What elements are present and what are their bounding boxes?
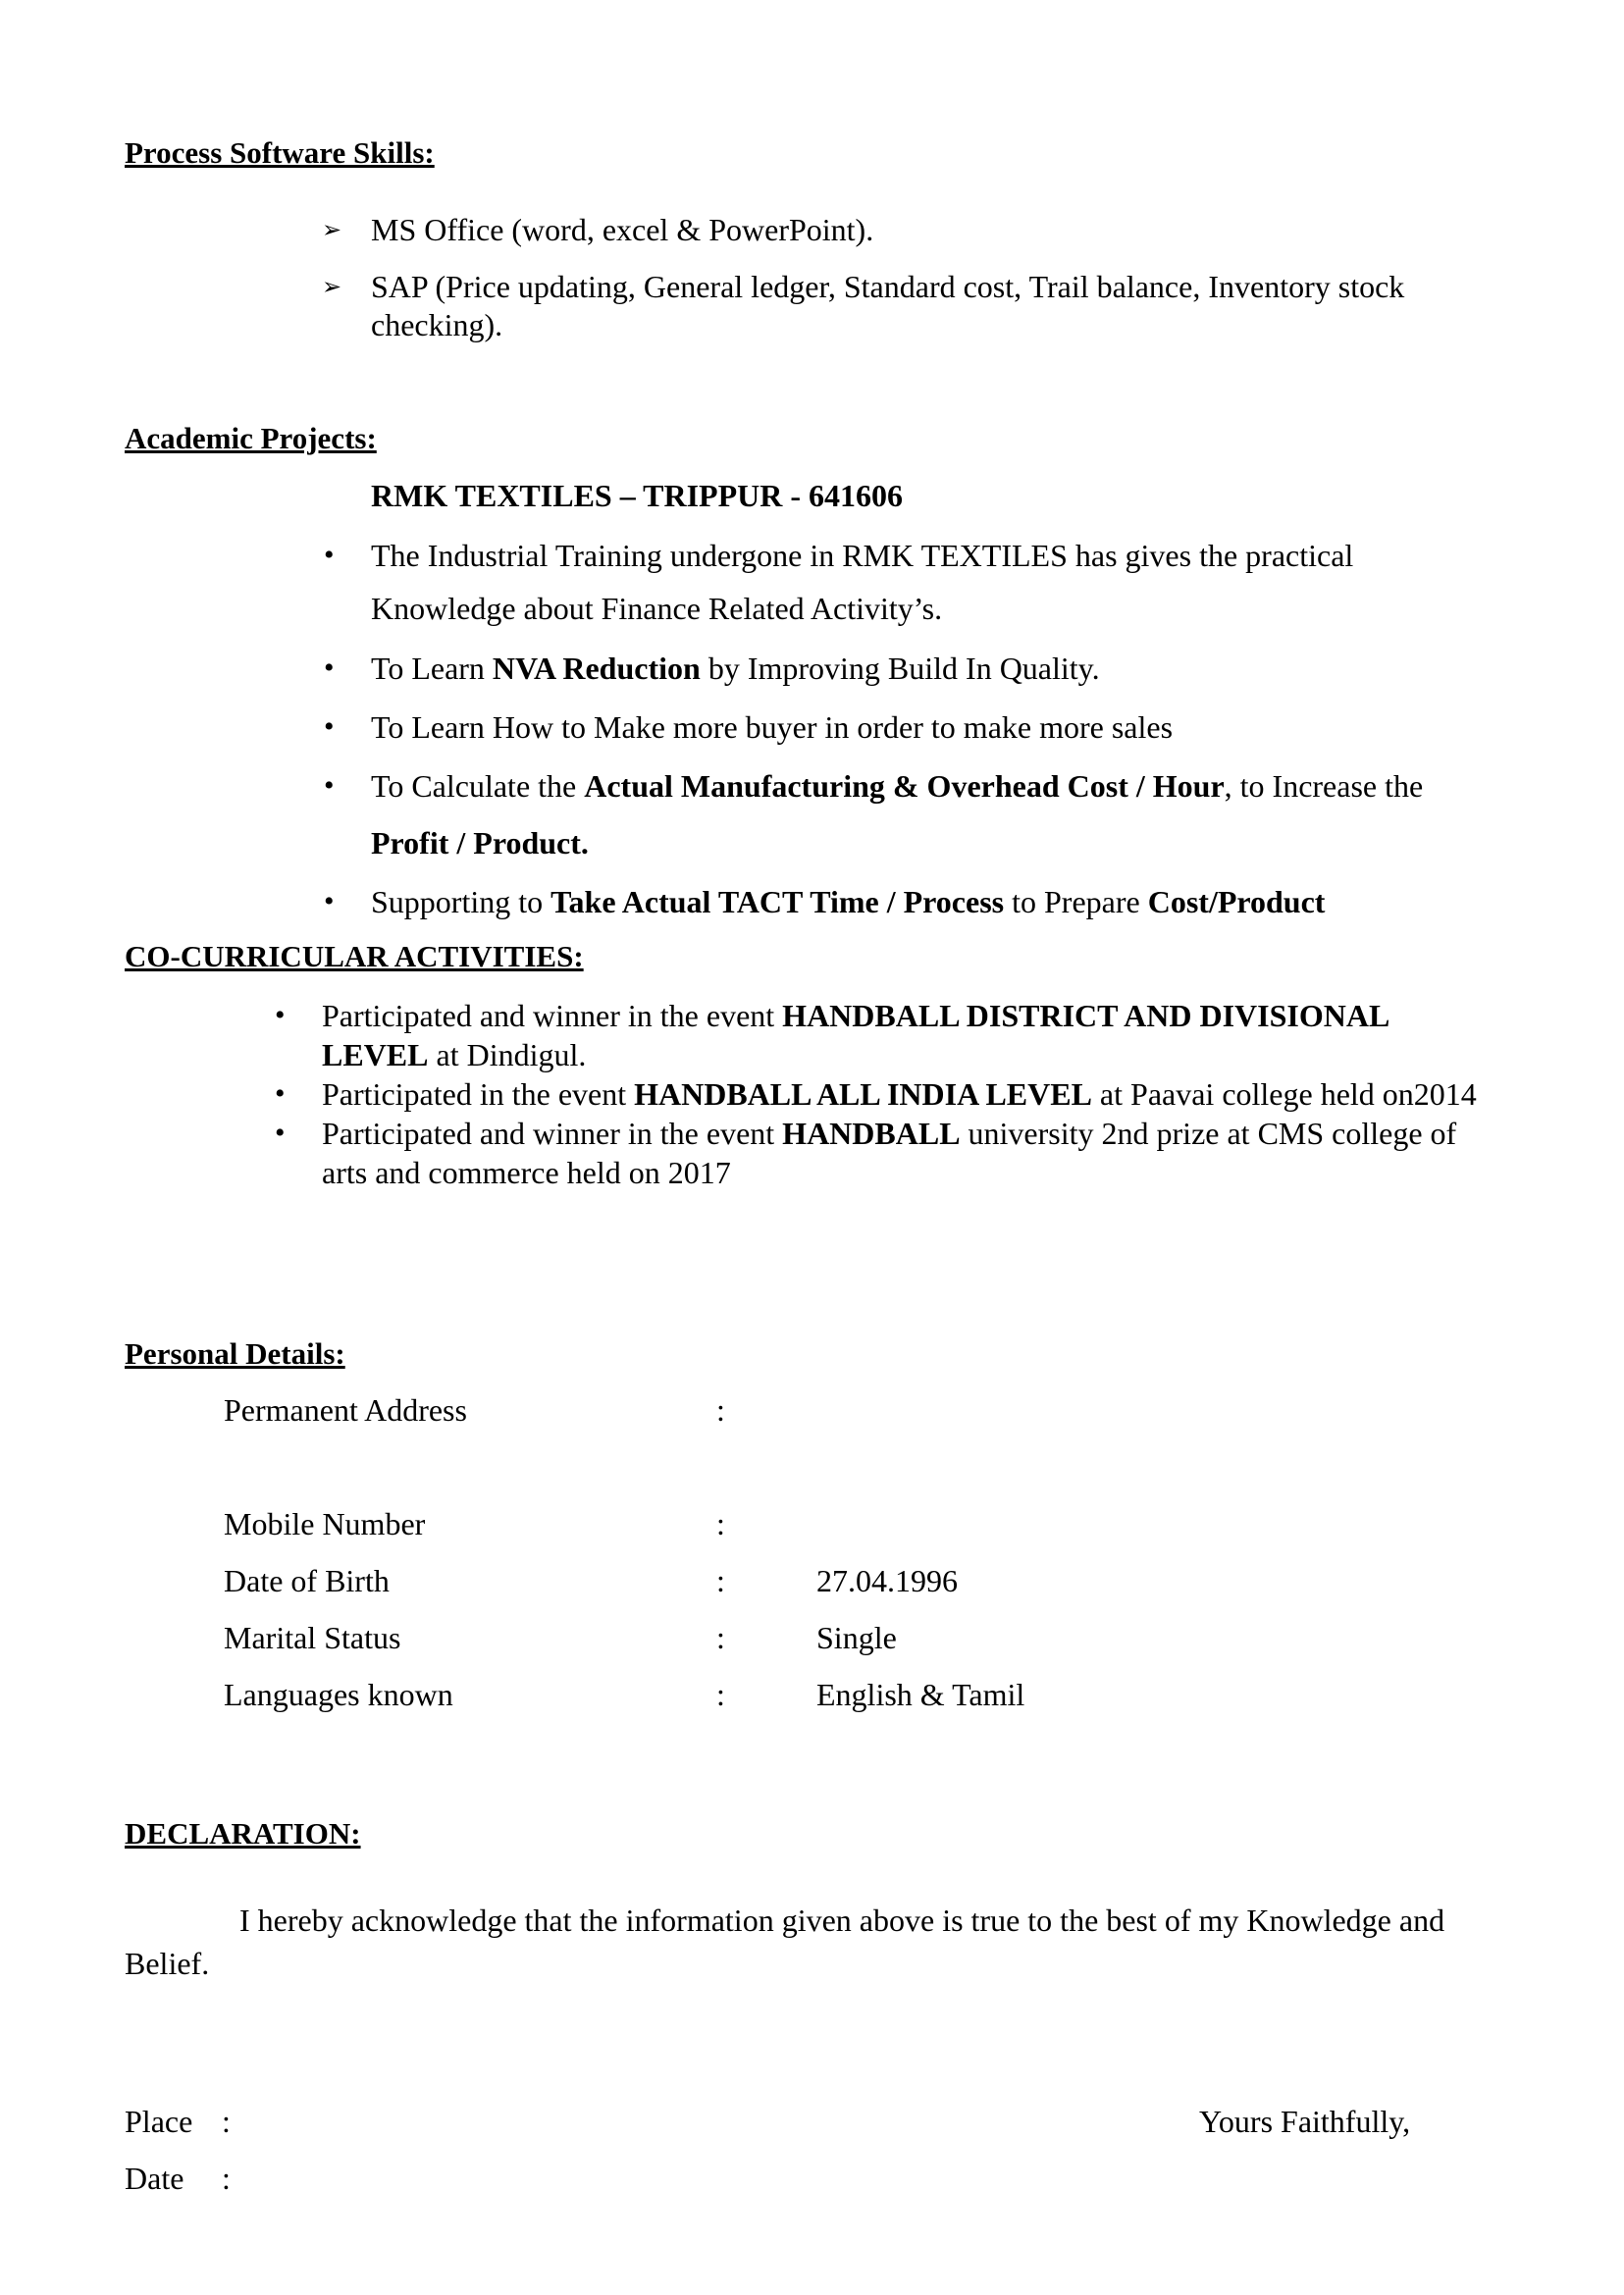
activity-1: Participated and winner in the event HANDBALL DISTRICT AND DIVISIONAL <box>322 998 1390 1033</box>
label-mobile-number: Mobile Number <box>224 1506 426 1541</box>
bullet-icon: • <box>324 539 335 571</box>
activity-3: Participated and winner in the event HANDBALL university 2nd prize at CMS college of <box>322 1116 1457 1151</box>
closing-text: Yours Faithfully, <box>1199 2104 1411 2139</box>
value-date-of-birth: 27.04.1996 <box>816 1563 958 1598</box>
cocurricular-heading: CO-CURRICULAR ACTIVITIES: <box>125 939 584 973</box>
bullet-icon: • <box>324 769 335 802</box>
value-marital-status: Single <box>816 1620 897 1655</box>
software-skills-heading: Process Software Skills: <box>125 135 435 170</box>
activity-3-cont: arts and commerce held on 2017 <box>322 1155 731 1190</box>
activity-2: Participated in the event HANDBALL ALL INDIA LEVEL at Paavai college held on2014 <box>322 1076 1477 1112</box>
project-company: RMK TEXTILES – TRIPPUR - 641606 <box>371 478 903 513</box>
colon: : <box>222 2104 231 2139</box>
bullet-icon: • <box>275 1117 286 1149</box>
bullet-icon: • <box>324 652 335 684</box>
label-marital-status: Marital Status <box>224 1620 401 1655</box>
declaration-text-cont: Belief. <box>125 1946 210 1981</box>
colon: : <box>716 1392 725 1428</box>
project-point-1: The Industrial Training undergone in RMK TEXTILES has gives the practical <box>371 538 1354 573</box>
bullet-icon: • <box>324 885 335 917</box>
place-label: Place <box>125 2104 193 2139</box>
skill-item-sap: SAP (Price updating, General ledger, Standard cost, Trail balance, Inventory stock <box>371 269 1405 304</box>
colon: : <box>716 1563 725 1598</box>
colon: : <box>716 1677 725 1712</box>
project-point-4: To Calculate the Actual Manufacturing & Overhead Cost / Hour, to Increase the <box>371 768 1424 804</box>
project-point-5: Supporting to Take Actual TACT Time / Process to Prepare Cost/Product <box>371 884 1326 919</box>
project-point-3: To Learn How to Make more buyer in order to make more sales <box>371 709 1174 745</box>
bullet-icon: • <box>324 710 335 743</box>
skill-item-sap-cont: checking). <box>371 307 503 342</box>
project-point-1-cont: Knowledge about Finance Related Activity’s. <box>371 591 943 626</box>
personal-details-heading: Personal Details: <box>125 1336 345 1371</box>
bullet-icon: • <box>275 999 286 1031</box>
arrow-bullet-icon: ➢ <box>322 273 342 300</box>
bullet-icon: • <box>275 1077 286 1110</box>
skill-item-ms-office: MS Office (word, excel & PowerPoint). <box>371 212 874 247</box>
declaration-heading: DECLARATION: <box>125 1816 361 1851</box>
date-label: Date <box>125 2161 184 2196</box>
project-point-4-cont: Profit / Product. <box>371 825 589 861</box>
colon: : <box>222 2161 231 2196</box>
activity-1-cont: LEVEL at Dindigul. <box>322 1037 587 1072</box>
colon: : <box>716 1506 725 1541</box>
label-languages-known: Languages known <box>224 1677 453 1712</box>
label-permanent-address: Permanent Address <box>224 1392 467 1428</box>
academic-projects-heading: Academic Projects: <box>125 421 377 455</box>
project-point-2: To Learn NVA Reduction by Improving Build In Quality. <box>371 651 1100 686</box>
declaration-text: I hereby acknowledge that the information given above is true to the best of my Knowledge and <box>239 1903 1445 1938</box>
arrow-bullet-icon: ➢ <box>322 216 342 243</box>
label-date-of-birth: Date of Birth <box>224 1563 390 1598</box>
colon: : <box>716 1620 725 1655</box>
value-languages-known: English & Tamil <box>816 1677 1025 1712</box>
